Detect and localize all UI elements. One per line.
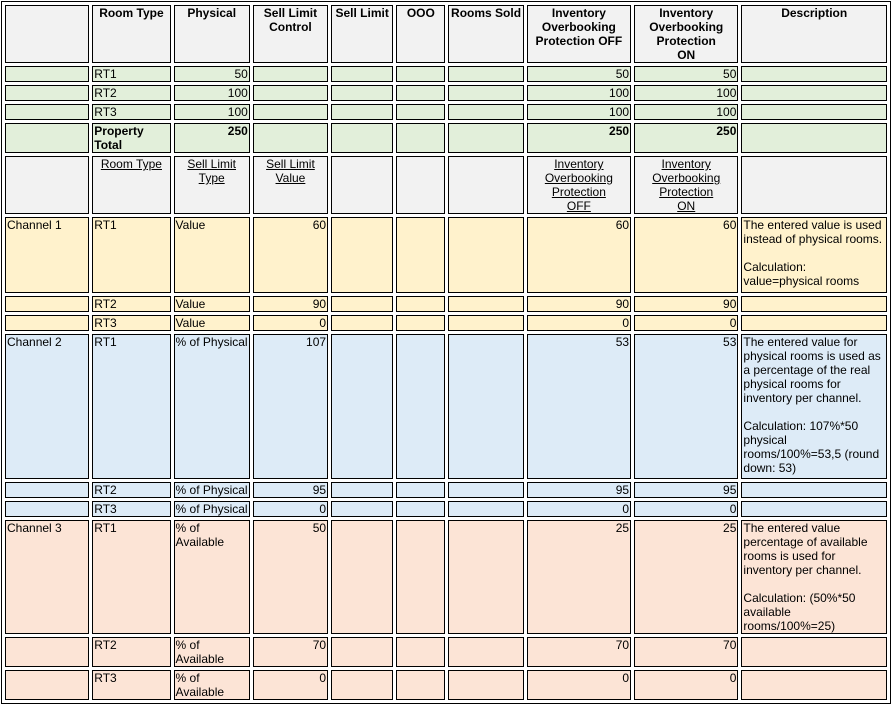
description: The entered value for physical rooms is used as a percentage of the real physical rooms for inventory per channel. Calculation: 107%*50 physical rooms/100%=53,5 (round down: 53) [741,334,887,479]
sell-limit-type: Value [174,315,250,331]
subheader-sell-limit-type: Sell Limit Type [174,156,250,214]
room-type: RT1 [92,520,170,634]
iop-off-value: 70 [527,637,631,667]
sell-limit-type: % of Available [174,637,250,667]
channel-3-row [5,520,887,634]
subheader-iop-on: Inventory Overbooking Protection ON [634,156,738,214]
room-type: RT1 [92,334,170,479]
physical-value: 100 [174,85,250,101]
inventory-sell-limit-table [1,1,891,704]
sell-limit-type: % of Physical [174,334,250,479]
iop-on-value: 95 [634,482,738,498]
sell-limit-type: Value [174,296,250,312]
room-type: RT3 [92,501,170,517]
description: The entered value is used instead of physical rooms. Calculation: value=physical rooms [741,217,887,293]
iop-off-value: 100 [527,85,631,101]
iop-off-value: 95 [527,482,631,498]
room-type: RT3 [92,670,170,700]
channel-3-row [5,637,887,667]
sell-limit-value: 60 [253,217,328,293]
iop-on-value: 100 [634,85,738,101]
channel-1-row [5,315,887,331]
iop-on-value: 0 [634,501,738,517]
channel-name: Channel 3 [5,520,89,634]
iop-off-value: 60 [527,217,631,293]
sell-limit-type: Value [174,217,250,293]
room-type: RT2 [92,296,170,312]
header-physical: Physical [174,5,250,63]
property-row [5,104,887,120]
channel-2-row [5,482,887,498]
iop-on-value: 0 [634,670,738,700]
iop-on-value: 60 [634,217,738,293]
subheader-room-type: Room Type [92,156,170,214]
room-type: RT2 [92,637,170,667]
property-row [5,85,887,101]
sell-limit-value: 107 [253,334,328,479]
room-type: RT2 [92,85,170,101]
iop-on-value: 53 [634,334,738,479]
iop-off-value: 50 [527,66,631,82]
channel-name: Channel 1 [5,217,89,293]
sell-limit-type: % of Physical [174,482,250,498]
sell-limit-value: 0 [253,501,328,517]
physical-value: 100 [174,104,250,120]
sell-limit-value: 50 [253,520,328,634]
sell-limit-value: 70 [253,637,328,667]
channel-subheader-row [5,156,887,214]
header-blank [5,5,89,63]
iop-on-value: 0 [634,315,738,331]
iop-off-value: 100 [527,104,631,120]
sell-limit-value: 0 [253,670,328,700]
channel-1-row [5,217,887,293]
header-room-type: Room Type [92,5,170,63]
header-description: Description [741,5,887,63]
sell-limit-type: % of Physical [174,501,250,517]
header-rooms-sold: Rooms Sold [448,5,523,63]
header-sell-limit: Sell Limit [331,5,393,63]
room-type: RT3 [92,104,170,120]
channel-3-row [5,670,887,700]
iop-off-value: 0 [527,315,631,331]
iop-on-value: 90 [634,296,738,312]
subheader-iop-off: Inventory Overbooking Protection OFF [527,156,631,214]
property-total-label: Property Total [92,123,170,153]
room-type: RT1 [92,217,170,293]
iop-on-value: 100 [634,104,738,120]
room-type: RT1 [92,66,170,82]
channel-1-row [5,296,887,312]
header-sell-limit-control: Sell Limit Control [253,5,328,63]
iop-off-value: 0 [527,501,631,517]
iop-on-value: 25 [634,520,738,634]
header-row [5,5,887,63]
channel-2-row [5,501,887,517]
iop-off-value: 25 [527,520,631,634]
header-iop-off: Inventory Overbooking Protection OFF [527,5,631,63]
iop-on-value: 50 [634,66,738,82]
iop-off-value: 0 [527,670,631,700]
sell-limit-value: 0 [253,315,328,331]
header-iop-on: Inventory Overbooking Protection ON [634,5,738,63]
sell-limit-value: 95 [253,482,328,498]
room-type: RT2 [92,482,170,498]
iop-off-total: 250 [527,123,631,153]
channel-2-row [5,334,887,479]
sell-limit-value: 90 [253,296,328,312]
sell-limit-type: % of Available [174,520,250,634]
physical-value: 50 [174,66,250,82]
iop-on-total: 250 [634,123,738,153]
sell-limit-type: % of Available [174,670,250,700]
channel-name: Channel 2 [5,334,89,479]
header-ooo: OOO [396,5,445,63]
physical-total: 250 [174,123,250,153]
description: The entered value percentage of available rooms is used for inventory per channel. Calculation: (50%*50 available rooms/100%=25) [741,520,887,634]
property-total-row [5,123,887,153]
iop-off-value: 53 [527,334,631,479]
room-type: RT3 [92,315,170,331]
subheader-sell-limit-value: Sell Limit Value [253,156,328,214]
iop-off-value: 90 [527,296,631,312]
property-row [5,66,887,82]
iop-on-value: 70 [634,637,738,667]
